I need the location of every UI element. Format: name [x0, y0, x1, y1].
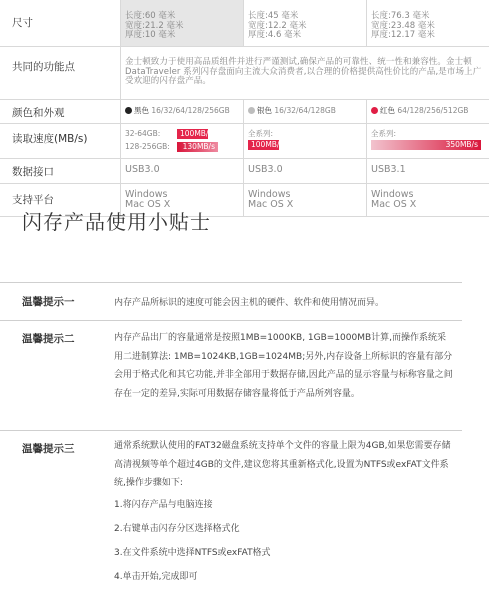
tip-block	[0, 282, 462, 321]
spec-cell	[121, 0, 244, 47]
spec-cell	[244, 124, 367, 159]
cell-line: 长度:45 毫米	[248, 12, 366, 22]
tip-label: 温馨提示三	[22, 441, 75, 456]
row-label: 数据接口	[0, 159, 121, 184]
tip-paragraph: 内存产品所标识的速度可能会因主机的硬件、软件和使用情况而异。	[114, 294, 454, 313]
tip-body	[114, 329, 454, 403]
cell-line: Mac OS X	[248, 200, 366, 210]
color-name: 黑色	[134, 106, 149, 115]
color-dot-icon	[248, 107, 255, 114]
spec-cell	[244, 100, 367, 124]
tip-block	[0, 320, 462, 431]
cell-line: 厚度:12.17 毫米	[371, 31, 489, 41]
spec-row-color	[0, 100, 489, 124]
spec-cell	[244, 0, 367, 47]
spec-row-port	[0, 159, 489, 184]
speed-bar: 100MB/s	[177, 129, 208, 139]
row-label: 尺寸	[0, 0, 121, 47]
speed-line	[125, 140, 243, 153]
cell-line: 厚度:10 毫米	[125, 31, 243, 41]
cell-line: Windows	[248, 190, 366, 200]
features-text: 金士顿致力于使用高品质组件并进行严谨测试,确保产品的可靠性、统一性和兼容性。金士顿 DataTraveler 系列闪存盘面向主流大众消费者,以合理的价格提供高性价比的产品,是市场上广受欢迎的闪存盘产品。	[121, 47, 489, 100]
spec-cell	[367, 100, 489, 124]
row-label: 支持平台	[0, 184, 121, 217]
spec-cell	[121, 100, 244, 124]
spec-cell	[367, 0, 489, 47]
color-dot-icon	[125, 107, 132, 114]
speed-tag: 全系列:	[371, 127, 489, 140]
speed-line	[125, 127, 243, 140]
row-label: 共同的功能点	[0, 47, 121, 100]
color-capacities: 16/32/64/128GB	[274, 106, 335, 115]
spec-cell	[121, 124, 244, 159]
speed-tag: 128-256GB:	[125, 142, 177, 152]
cell-line: 长度:60 毫米	[125, 12, 243, 22]
spec-row-features	[0, 47, 489, 100]
cell-line: 宽度:12.2 毫米	[248, 22, 366, 32]
color-name: 红色	[380, 106, 395, 115]
spec-cell: USB3.0	[121, 159, 244, 184]
steps-list	[114, 493, 454, 589]
spec-cell	[367, 184, 489, 217]
spec-row-size	[0, 0, 489, 47]
color-name: 银色	[257, 106, 272, 115]
cell-line: 厚度:4.6 毫米	[248, 31, 366, 41]
spec-cell: USB3.0	[244, 159, 367, 184]
cell-line: 宽度:23.48 毫米	[371, 22, 489, 32]
cell-line: 长度:76.3 毫米	[371, 12, 489, 22]
cell-line: Windows	[371, 190, 489, 200]
section-title: 闪存产品使用小贴士	[22, 206, 211, 235]
spec-row-speed	[0, 124, 489, 159]
color-capacities: 16/32/64/128/256GB	[151, 106, 229, 115]
tip-body	[114, 437, 454, 589]
speed-tag: 32-64GB:	[125, 129, 177, 139]
cell-line: Windows	[125, 190, 243, 200]
color-capacities: 64/128/256/512GB	[397, 106, 468, 115]
row-label: 颜色和外观	[0, 100, 121, 124]
color-dot-icon	[371, 107, 378, 114]
spec-table	[0, 0, 462, 217]
cell-line: 宽度:21.2 毫米	[125, 22, 243, 32]
speed-bar: 350MB/s	[371, 140, 481, 150]
tip-label: 温馨提示一	[22, 294, 75, 309]
speed-tag: 全系列:	[248, 127, 366, 140]
speed-bar: 100MB/s	[248, 140, 279, 150]
tip-paragraph: 通常系统默认使用的FAT32磁盘系统支持单个文件的容量上限为4GB,如果您需要存储高清视频等单个超过4GB的文件,建议您将其重新格式化,设置为NTFS或exFAT文件系统,操作步骤如下:	[114, 437, 454, 493]
step-item: 4.单击开始,完成即可	[114, 565, 454, 589]
spec-cell	[367, 124, 489, 159]
step-item: 3.在文件系统中选择NTFS或exFAT格式	[114, 541, 454, 565]
tip-block	[0, 430, 462, 587]
cell-line: Mac OS X	[125, 200, 243, 210]
row-label: 读取速度(MB/s)	[0, 124, 121, 159]
tip-label: 温馨提示二	[22, 331, 75, 346]
speed-bar: 130MB/s	[177, 142, 218, 152]
tip-paragraph: 内存产品出厂的容量通常是按照1MB=1000KB, 1GB=1000MB计算,而操作系统采用二进制算法: 1MB=1024KB,1GB=1024MB;另外,内存设备上所标识的容量有部分会用于格式化和其它功能,并非全部用于数据存储,因此产品的显示容量与标称容量之间存在一定的差异,实际可用数据存储容量将低于产品所列容量。	[114, 329, 454, 403]
spec-cell: USB3.1	[367, 159, 489, 184]
tip-body	[114, 294, 454, 313]
spec-cell	[244, 184, 367, 217]
step-item: 2.右键单击闪存分区选择格式化	[114, 517, 454, 541]
step-item: 1.将闪存产品与电脑连接	[114, 493, 454, 517]
cell-line: Mac OS X	[371, 200, 489, 210]
